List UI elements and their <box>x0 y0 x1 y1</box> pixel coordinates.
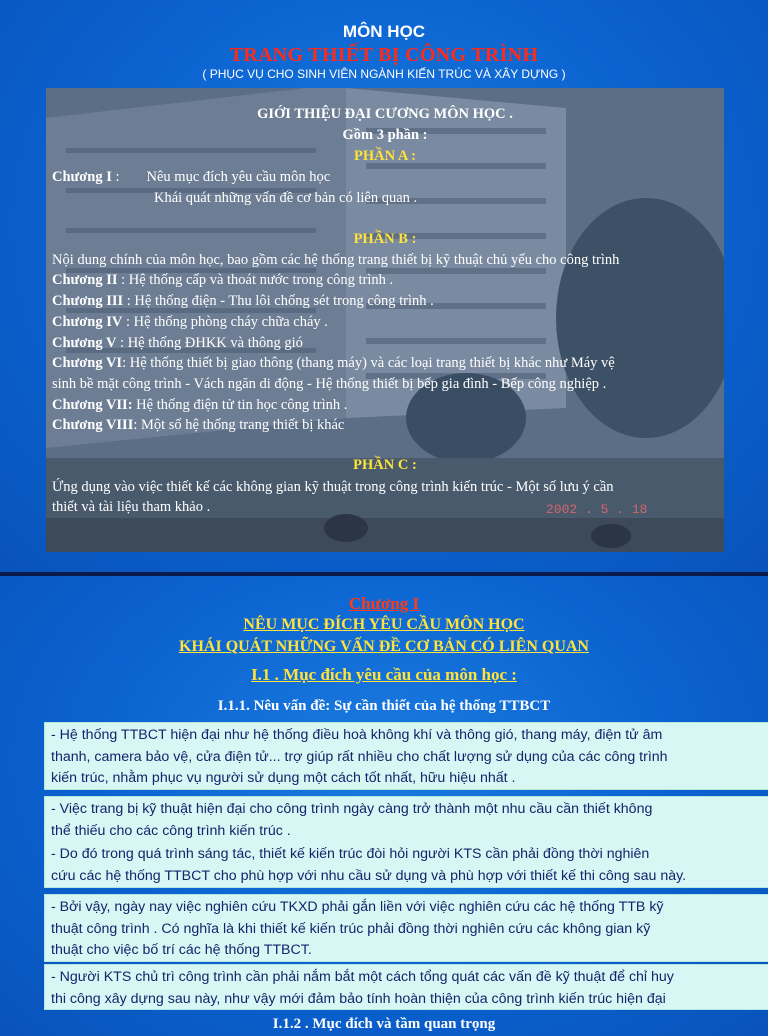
part-c-line2: thiết và tài liệu tham khảo . <box>52 499 211 515</box>
chapter-4-label: Chương IV <box>52 314 123 330</box>
box-3-line: - Bởi vậy, ngày nay việc nghiên cứu TKXD phải gắn liền với việc nghiên cứu các hệ thống TTB kỹ <box>51 899 664 915</box>
chapter-1-line2: Khái quát những vấn đề cơ bản có liên quan . <box>154 190 418 206</box>
part-c-heading: PHẦN C : <box>353 457 417 473</box>
chapter-8-line <box>52 415 344 436</box>
chapter-8-text: : Một số hệ thống trang thiết bị khác <box>133 417 345 433</box>
parts-count: Gồm 3 phần : <box>342 127 428 143</box>
content-box-3 <box>44 894 768 962</box>
part-b-heading: PHẦN B : <box>353 231 417 247</box>
box-1-line: - Hệ thống TTBCT hiện đại như hệ thống điều hoà không khí và thông gió, thang máy, điện tử âm <box>51 727 663 743</box>
chapter-5-line <box>52 333 303 354</box>
section-heading: I.1 . Mục đích yêu cầu của môn học : <box>251 665 517 684</box>
box-2-line: cứu các hệ thống TTBCT cho phù hợp với nhu cầu sử dụng và phù hợp với thiết kế thi công sau này. <box>51 867 687 884</box>
part-b-summary: Nội dung chính của môn học, bao gồm các hệ thống trang thiết bị kỹ thuật chủ yếu cho công trình <box>52 252 620 268</box>
part-c-line1: Ứng dụng vào việc thiết kế các không gian kỹ thuật trong công trình kiến trúc - Một số lưu ý cần <box>52 479 614 495</box>
box-3-line: thuật cho việc bố trí các hệ thống TTBCT. <box>51 942 312 958</box>
course-subject-title: TRANG THIẾT BỊ CÔNG TRÌNH <box>229 44 539 66</box>
content-box-2 <box>44 796 768 888</box>
chapter-6-text: : Hệ thống thiết bị giao thông (thang máy) và các loại trang thiết bị khác như Máy vệ <box>122 355 615 371</box>
chapter-2-label: Chương II <box>52 272 118 288</box>
chapter-3-line <box>52 291 434 312</box>
box-2-line: - Việc trang bị kỹ thuật hiện đại cho công trình ngày càng trở thành một nhu cầu cần thiết không <box>51 801 653 817</box>
chapter-5-text: : Hệ thống ĐHKK và thông gió <box>116 335 303 351</box>
chapter-1-label: Chương I <box>52 169 112 185</box>
part-a-chapter-line <box>52 167 330 188</box>
chapter-5-label: Chương V <box>52 335 117 351</box>
chapter-3-label: Chương III <box>52 293 124 309</box>
subsection-heading: I.1.1. Nêu vấn đề: Sự cần thiết của hệ thống TTBCT <box>217 698 551 714</box>
chapter-7-line <box>52 395 347 416</box>
chapter-1-sep: : <box>111 169 120 185</box>
slide-chapter-1 <box>0 576 768 1036</box>
chapter-4-text: : Hệ thống phòng cháy chữa cháy . <box>122 314 328 330</box>
chapter-8-label: Chương VIII <box>52 417 134 433</box>
box-4-line: - Người KTS chủ trì công trình cần phải nắm bắt một cách tổng quát các vấn đề kỹ thuật để chỉ huy <box>51 969 674 985</box>
part-a-heading: PHẦN A : <box>353 148 417 164</box>
chapter-6-label: Chương VI <box>52 355 123 371</box>
photo-date-stamp: 2002 . 5 . 18 <box>546 502 648 517</box>
box-1-line: thanh, camera bảo vệ, cửa điện tử... trợ giúp rất nhiều cho chất lượng sử dụng của các công trình <box>51 748 668 765</box>
box-2-line: thể thiếu cho các công trình kiến trúc . <box>51 822 291 839</box>
chapter-title: Chương I <box>348 594 420 613</box>
chapter-7-text: Hệ thống điện tử tin học công trình . <box>132 397 348 413</box>
chapter-2-line <box>52 270 393 291</box>
course-audience-note: ( PHỤC VỤ CHO SINH VIÊN NGÀNH KIẾN TRÚC VÀ XÂY DỰNG ) <box>202 67 566 81</box>
course-label: MÔN HỌC <box>342 22 426 41</box>
intro-text-overlay <box>46 88 724 552</box>
box-4-line: thi công xây dựng sau này, như vậy mới đảm bảo tính hoàn thiện của công trình kiến trúc hiện đại <box>51 990 666 1007</box>
chapter-1-line1: Nêu mục đích yêu cầu môn học <box>146 169 331 185</box>
next-section-heading: I.1.2 . Mục đích và tầm quan trọng <box>272 1016 496 1032</box>
chapter-6-continuation: sinh bề mặt công trình - Vách ngăn di động - Hệ thống thiết bị bếp gia đình - Bếp công nghiệp . <box>52 376 607 392</box>
box-3-line: thuật công trình . Có nghĩa là khi thiết kế kiến trúc phải đồng thời nghiên cứu các không gian kỹ <box>51 920 651 937</box>
chapter-2-text: : Hệ thống cấp và thoát nước trong công trình . <box>117 272 394 288</box>
chapter-3-text: : Hệ thống điện - Thu lôi chống sét trong công trình . <box>123 293 434 309</box>
chapter-subtitle-2: KHÁI QUÁT NHỮNG VẤN ĐỀ CƠ BẢN CÓ LIÊN QUAN <box>179 638 589 655</box>
chapter-7-label: Chương VII: <box>52 397 133 413</box>
chapter-subtitle-1: NÊU MỤC ĐÍCH YÊU CẦU MÔN HỌC <box>243 616 525 633</box>
chapter-4-line <box>52 312 328 333</box>
box-2-line: - Do đó trong quá trình sáng tác, thiết kế kiến trúc đòi hỏi người KTS cần phải đồng thời nghiên <box>51 846 650 862</box>
intro-title: GIỚI THIỆU ĐẠI CƯƠNG MÔN HỌC . <box>257 106 513 122</box>
content-box-4 <box>44 964 768 1010</box>
chapter-6-line <box>52 353 615 374</box>
box-1-line: kiến trúc, nhằm phục vụ người sử dụng một cách tốt nhất, hữu hiệu nhất . <box>51 770 516 786</box>
building-photo-panel <box>46 88 724 552</box>
content-box-1 <box>44 722 768 790</box>
